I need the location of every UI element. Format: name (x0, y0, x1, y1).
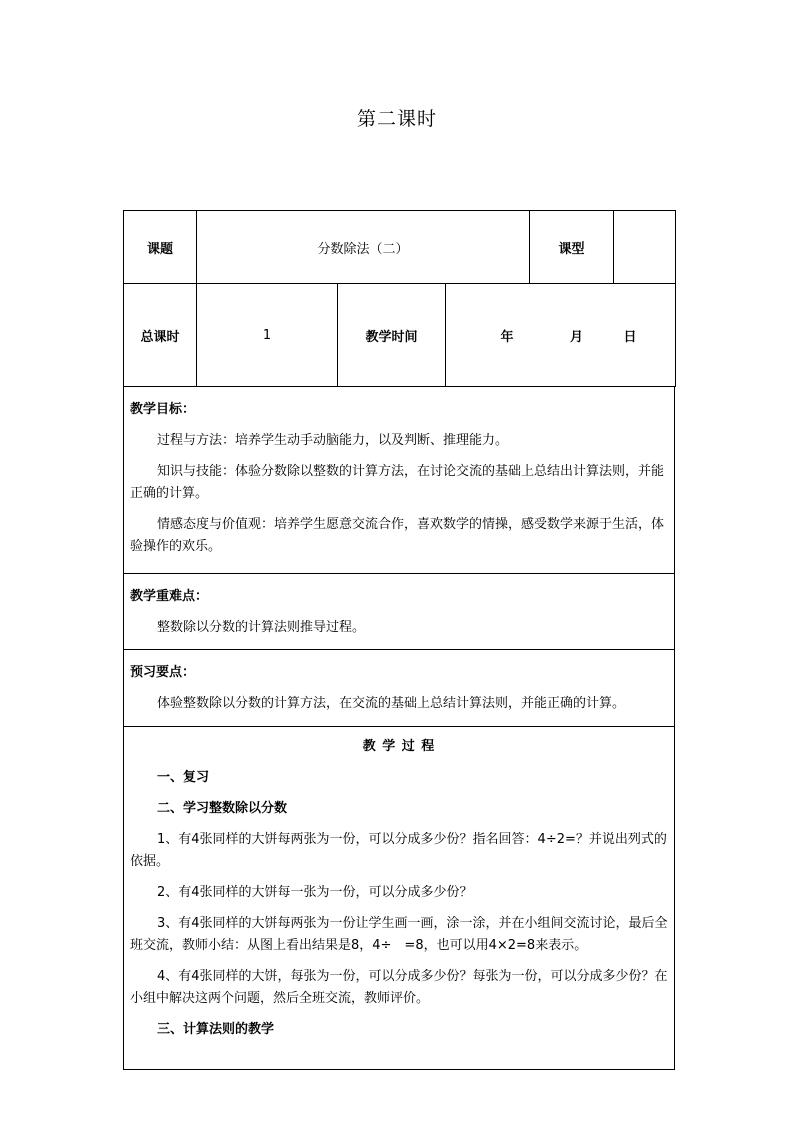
process-step-3: 3、有4张同样的大饼每两张为一份让学生画一画，涂一涂，并在小组间交流讨论，最后全班交流，教师小结：从图上看出结果是8，4÷ =8，也可以用4×2=8来表示。 (130, 916, 668, 953)
key-points-section (123, 574, 675, 650)
objectives-section (123, 387, 675, 574)
key-points-heading: 教学重难点： (130, 589, 209, 604)
lesson-plan-sheet (123, 210, 675, 1070)
day-label: 日 (623, 329, 637, 345)
topic-value: 分数除法（二） (197, 211, 530, 284)
total-value: 1 (197, 284, 338, 387)
preview-text: 体验整数除以分数的计算方法，在交流的基础上总结计算法则，并能正确的计算。 (157, 696, 626, 711)
objective-attitude: 情感态度与价值观：培养学生愿意交流合作，喜欢数学的情操，感受数学来源于生活，体验操作的欢乐。 (130, 517, 665, 554)
process-step-1: 1、有4张同样的大饼每两张为一份，可以分成多少份？指名回答：4÷2=？并说出列式的依据。 (130, 832, 667, 869)
month-label: 月 (569, 329, 583, 345)
objective-process: 过程与方法：培养学生动手动脑能力，以及判断、推理能力。 (157, 433, 509, 448)
process-section (123, 727, 675, 1070)
topic-label: 课题 (124, 211, 197, 284)
key-points-text: 整数除以分数的计算法则推导过程。 (157, 620, 366, 635)
objectives-heading: 教学目标： (130, 402, 196, 417)
preview-section (123, 650, 675, 727)
objective-knowledge: 知识与技能：体验分数除以整数的计算方法，在讨论交流的基础上总结出计算法则，并能正确的计算。 (130, 464, 665, 501)
time-label: 教学时间 (338, 284, 446, 387)
section-integer-divided-by-fraction: 二、学习整数除以分数 (157, 801, 288, 816)
year-label: 年 (500, 329, 514, 345)
section-calculation-rule: 三、计算法则的教学 (157, 1022, 275, 1037)
section-review: 一、复习 (157, 770, 210, 785)
process-step-4: 4、有4张同样的大饼，每张为一份，可以分成多少份？每张为一份，可以分成多少份？在小组中解决这两个问题，然后全班交流，教师评价。 (130, 969, 668, 1006)
header-table (123, 210, 676, 387)
teaching-date (446, 284, 676, 387)
process-heading: 教 学 过 程 (362, 739, 436, 754)
page-title: 第二课时 (356, 108, 437, 130)
total-label: 总课时 (124, 284, 197, 387)
process-step-2: 2、有4张同样的大饼每一张为一份，可以分成多少份？ (157, 885, 473, 900)
preview-heading: 预习要点： (130, 665, 196, 680)
type-label: 课型 (530, 211, 614, 284)
type-value (614, 211, 676, 284)
